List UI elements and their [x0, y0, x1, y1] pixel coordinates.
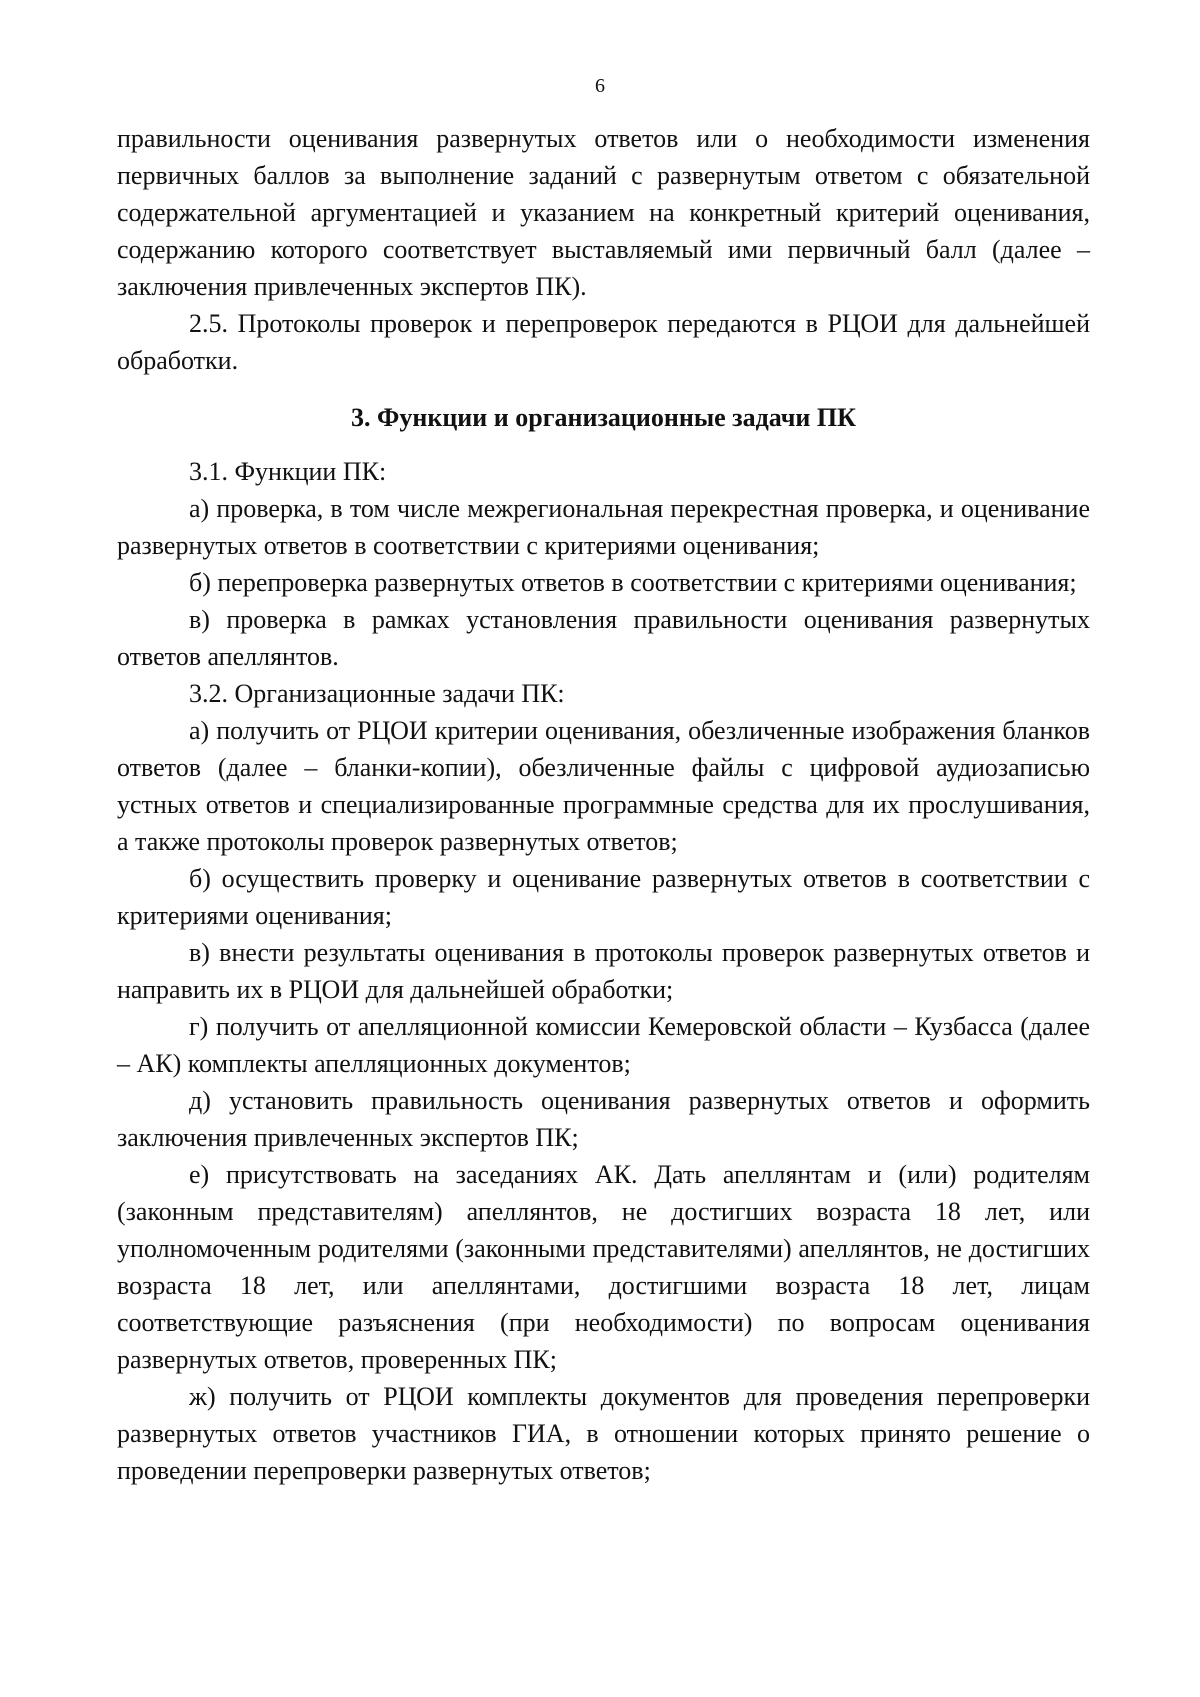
list-item-3-2-g: г) получить от апелляционной комиссии Кемеровской области – Кузбасса (далее – АК) комплекты апелляционных документов;: [117, 1012, 1090, 1078]
list-item-3-2-b: б) осуществить проверку и оценивание развернутых ответов в соответствии с критериями оценивания;: [117, 864, 1090, 930]
document-body: [117, 120, 1090, 1489]
list-item-3-2-e: е) присутствовать на заседаниях АК. Дать апеллянтам и (или) родителям (законным представителям) апеллянтов, не достигших возраста 18 лет, или уполномоченным родителями (законными представителями) апеллянтов, не достигших возраста 18 лет, или апеллянтами, достигшими возраста 18 лет, лицам соответствующие разъяснения (при необходимости) по вопросам оценивания развернутых ответов, проверенных ПК;: [117, 1160, 1090, 1374]
list-item-3-1-v: в) проверка в рамках установления правильности оценивания развернутых ответов апеллянтов.: [117, 605, 1090, 671]
paragraph-2-5: 2.5. Протоколы проверок и перепроверок передаются в РЦОИ для дальнейшей обработки.: [117, 309, 1090, 375]
list-item-3-2-d: д) установить правильность оценивания развернутых ответов и оформить заключения привлеченных экспертов ПК;: [117, 1086, 1090, 1152]
page-number: 6: [595, 75, 605, 97]
list-item-3-2-a: а) получить от РЦОИ критерии оценивания, обезличенные изображения бланков ответов (далее – бланки-копии), обезличенные файлы с цифровой аудиозаписью устных ответов и специализированные программные средства для их прослушивания, а также протоколы проверок развернутых ответов;: [117, 716, 1090, 856]
paragraph-continuation: правильности оценивания развернутых ответов или о необходимости изменения первичных баллов за выполнение заданий с развернутым ответом с обязательной содержательной аргументацией и указанием на конкретный критерий оценивания, содержанию которого соответствует выставляемый ими первичный балл (далее – заключения привлеченных экспертов ПК).: [117, 124, 1090, 301]
section-heading: 3. Функции и организационные задачи ПК: [351, 403, 856, 432]
list-item-3-1-a: а) проверка, в том числе межрегиональная перекрестная проверка, и оценивание развернутых ответов в соответствии с критериями оценивания;: [117, 494, 1090, 560]
list-item-3-2-zh: ж) получить от РЦОИ комплекты документов для проведения перепроверки развернутых ответов участников ГИА, в отношении которых принято решение о проведении перепроверки развернутых ответов;: [117, 1382, 1090, 1485]
list-item-3-2-v: в) внести результаты оценивания в протоколы проверок развернутых ответов и направить их в РЦОИ для дальнейшей обработки;: [117, 938, 1090, 1004]
paragraph-3-2: 3.2. Организационные задачи ПК:: [189, 679, 565, 708]
paragraph-3-1: 3.1. Функции ПК:: [189, 457, 387, 486]
list-item-3-1-b: б) перепроверка развернутых ответов в соответствии с критериями оценивания;: [189, 568, 1077, 597]
